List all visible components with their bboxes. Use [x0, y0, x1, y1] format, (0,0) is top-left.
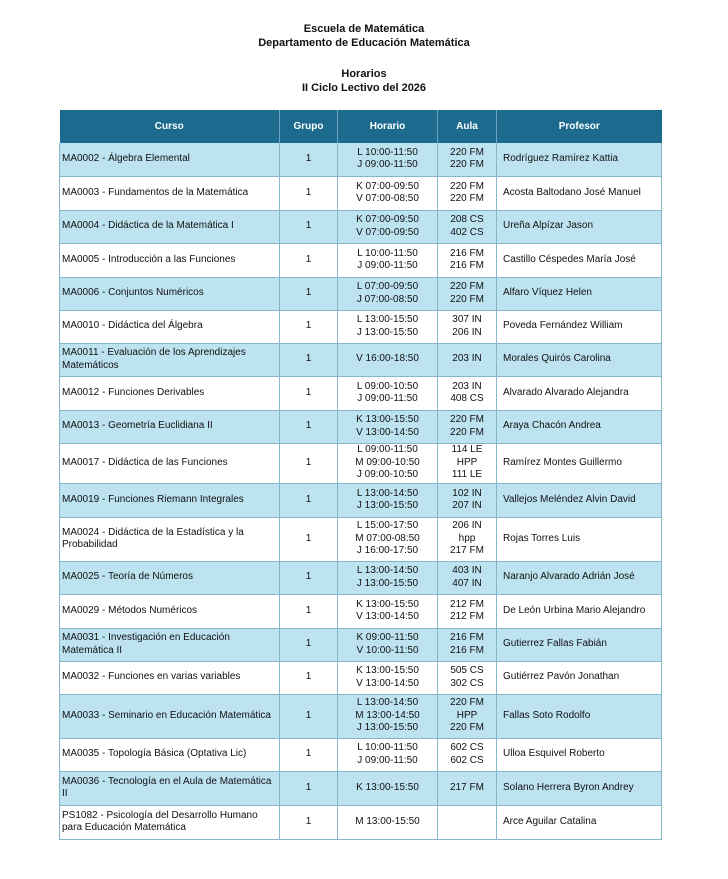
- professor-cell: Rodríguez Ramírez Kattia: [497, 143, 662, 176]
- column-header-profesor: Profesor: [497, 110, 662, 143]
- schedule-cell: [338, 143, 438, 176]
- professor-cell: Vallejos Meléndez Alvin David: [497, 483, 662, 517]
- room-line: 307 IN: [452, 314, 482, 325]
- room-cell: [438, 243, 497, 277]
- course-cell: MA0017 - Didáctica de las Funciones: [60, 443, 280, 483]
- room-line: 220 FM: [450, 722, 484, 734]
- room-line: 111 LE: [451, 469, 483, 481]
- schedule-table: [59, 110, 662, 840]
- department-title: Departamento de Educación Matemática: [258, 37, 470, 49]
- room-line: 212 FM: [450, 598, 484, 610]
- schedule-line: V 10:00-11:50: [356, 644, 419, 656]
- schedule-line: J 07:00-08:50: [356, 293, 419, 305]
- schedule-cell: [338, 738, 438, 771]
- course-cell: MA0006 - Conjuntos Numéricos: [60, 277, 280, 310]
- schedule-line: V 07:00-08:50: [356, 193, 419, 204]
- schedule-line: V 13:00-14:50: [356, 426, 419, 438]
- room-line: 203 IN: [452, 380, 482, 392]
- course-cell: MA0002 - Álgebra Elemental: [60, 143, 280, 176]
- schedule-line: K 09:00-11:50: [356, 632, 419, 643]
- schedule-cell: [338, 443, 438, 483]
- schedule-line: L 09:00-10:50: [356, 380, 419, 392]
- room-cell: [438, 805, 497, 839]
- schedule-cell: [338, 694, 438, 738]
- room-line: hpp: [458, 532, 476, 544]
- course-cell: MA0013 - Geometría Euclidiana II: [60, 410, 280, 443]
- course-cell: PS1082 - Psicología del Desarrollo Humano para Educación Matemática: [60, 805, 280, 839]
- room-line: 216 FM: [450, 247, 484, 259]
- schedule-line: L 13:00-15:50: [356, 314, 419, 325]
- room-cell: [438, 143, 497, 176]
- schedule-line: J 13:00-15:50: [356, 326, 419, 338]
- professor-cell: Solano Herrera Byron Andrey: [497, 771, 662, 805]
- professor-cell: Naranjo Alvarado Adrián José: [497, 561, 662, 594]
- group-cell: 1: [280, 376, 338, 410]
- schedule-cell: [338, 277, 438, 310]
- room-line: 402 CS: [450, 226, 484, 238]
- room-line: 302 CS: [450, 677, 484, 689]
- schedule-line: L 13:00-14:50: [356, 697, 419, 709]
- room-line: 102 IN: [452, 487, 482, 499]
- room-line: 408 CS: [450, 393, 484, 404]
- document-title: Horarios: [341, 68, 387, 80]
- room-line: 207 IN: [452, 500, 482, 511]
- professor-cell: Alfaro Víquez Helen: [497, 277, 662, 310]
- room-cell: [438, 661, 497, 694]
- table-row: [60, 376, 662, 410]
- professor-cell: De León Urbina Mario Alejandro: [497, 594, 662, 628]
- group-cell: 1: [280, 694, 338, 738]
- table-row: [60, 443, 662, 483]
- room-cell: [438, 561, 497, 594]
- schedule-cell: [338, 805, 438, 839]
- room-line: 206 IN: [452, 326, 482, 338]
- schedule-cell: [338, 243, 438, 277]
- table-header-row: [60, 110, 662, 143]
- room-cell: [438, 343, 497, 376]
- professor-cell: Ramírez Montes Guillermo: [497, 443, 662, 483]
- table-row: [60, 277, 662, 310]
- room-line: 203 IN: [452, 353, 482, 365]
- schedule-line: V 07:00-09:50: [356, 226, 419, 238]
- room-cell: [438, 310, 497, 343]
- schedule-line: L 10:00-11:50: [357, 247, 418, 259]
- room-cell: [438, 277, 497, 310]
- course-cell: MA0031 - Investigación en Educación Matemática II: [60, 628, 280, 661]
- group-cell: 1: [280, 561, 338, 594]
- room-line: 206 IN: [452, 520, 482, 532]
- schedule-cell: [338, 771, 438, 805]
- course-cell: MA0025 - Teoría de Números: [60, 561, 280, 594]
- group-cell: 1: [280, 443, 338, 483]
- room-line: 602 CS: [450, 742, 484, 753]
- table-row: [60, 805, 662, 839]
- table-row: [60, 310, 662, 343]
- room-line: 220 FM: [450, 281, 484, 292]
- schedule-line: K 13:00-15:50: [356, 598, 419, 610]
- table-row: [60, 661, 662, 694]
- room-cell: [438, 738, 497, 771]
- schedule-line: K 13:00-15:50: [356, 665, 419, 676]
- schedule-cell: [338, 594, 438, 628]
- schedule-line: M 09:00-10:50: [355, 456, 420, 468]
- room-cell: [438, 376, 497, 410]
- schedule-line: L 13:00-14:50: [356, 487, 419, 499]
- schedule-cell: [338, 483, 438, 517]
- course-cell: MA0010 - Didáctica del Álgebra: [60, 310, 280, 343]
- professor-cell: Acosta Baltodano José Manuel: [497, 176, 662, 210]
- room-cell: [438, 628, 497, 661]
- group-cell: 1: [280, 661, 338, 694]
- group-cell: 1: [280, 277, 338, 310]
- course-cell: MA0035 - Topología Básica (Optativa Lic): [60, 738, 280, 771]
- course-cell: MA0004 - Didáctica de la Matemática I: [60, 210, 280, 243]
- schedule-line: J 16:00-17:50: [356, 545, 419, 557]
- school-title: Escuela de Matemática: [303, 23, 425, 35]
- room-line: 407 IN: [452, 577, 482, 589]
- room-cell: [438, 443, 497, 483]
- schedule-line: V 16:00-18:50: [356, 353, 419, 365]
- room-line: 220 FM: [450, 180, 484, 192]
- professor-cell: Morales Quirós Carolina: [497, 343, 662, 376]
- group-cell: 1: [280, 410, 338, 443]
- schedule-line: M 13:00-14:50: [355, 709, 420, 721]
- group-cell: 1: [280, 594, 338, 628]
- professor-cell: Ureña Alpízar Jason: [497, 210, 662, 243]
- group-cell: 1: [280, 210, 338, 243]
- schedule-cell: [338, 310, 438, 343]
- room-cell: [438, 176, 497, 210]
- schedule-line: L 13:00-14:50: [356, 565, 419, 576]
- group-cell: 1: [280, 310, 338, 343]
- room-line: 220 FM: [450, 159, 484, 171]
- schedule-cell: [338, 343, 438, 376]
- column-header-aula: Aula: [438, 110, 497, 143]
- room-cell: [438, 694, 497, 738]
- schedule-cell: [338, 628, 438, 661]
- professor-cell: Fallas Soto Rodolfo: [497, 694, 662, 738]
- table-row: [60, 483, 662, 517]
- schedule-line: V 13:00-14:50: [356, 611, 419, 622]
- professor-cell: Alvarado Alvarado Alejandra: [497, 376, 662, 410]
- schedule-line: M 13:00-15:50: [355, 815, 420, 827]
- schedule-line: J 13:00-15:50: [356, 500, 419, 511]
- professor-cell: Araya Chacón Andrea: [497, 410, 662, 443]
- professor-cell: Arce Aguilar Catalina: [497, 805, 662, 839]
- course-cell: MA0024 - Didáctica de la Estadística y la Probabilidad: [60, 517, 280, 561]
- room-line: 212 FM: [450, 611, 484, 622]
- course-cell: MA0032 - Funciones en varias variables: [60, 661, 280, 694]
- term-title: II Ciclo Lectivo del 2026: [301, 82, 427, 94]
- professor-cell: Ulloa Esquivel Roberto: [497, 738, 662, 771]
- course-cell: MA0005 - Introducción a las Funciones: [60, 243, 280, 277]
- room-line: 220 FM: [450, 293, 484, 305]
- group-cell: 1: [280, 243, 338, 277]
- group-cell: 1: [280, 483, 338, 517]
- schedule-line: K 13:00-15:50: [356, 414, 419, 425]
- course-cell: MA0012 - Funciones Derivables: [60, 376, 280, 410]
- room-line: 505 CS: [450, 665, 484, 676]
- schedule-line: J 09:00-10:50: [356, 469, 419, 481]
- room-cell: [438, 210, 497, 243]
- group-cell: 1: [280, 771, 338, 805]
- course-cell: MA0036 - Tecnología en el Aula de Matemática II: [60, 771, 280, 805]
- column-header-grupo: Grupo: [280, 110, 338, 143]
- schedule-line: J 13:00-15:50: [356, 722, 419, 734]
- schedule-line: L 10:00-11:50: [357, 146, 418, 158]
- room-line: 220 FM: [450, 426, 484, 438]
- room-line: 220 FM: [450, 146, 484, 158]
- schedule-line: K 13:00-15:50: [356, 781, 419, 793]
- schedule-line: K 07:00-09:50: [356, 180, 419, 192]
- schedule-cell: [338, 410, 438, 443]
- table-row: [60, 594, 662, 628]
- room-line: 208 CS: [450, 214, 484, 225]
- table-row: [60, 343, 662, 376]
- schedule-cell: [338, 561, 438, 594]
- table-row: [60, 694, 662, 738]
- room-line: 216 FM: [450, 632, 484, 643]
- group-cell: 1: [280, 517, 338, 561]
- room-line: HPP: [456, 709, 478, 721]
- room-line: 220 FM: [450, 697, 484, 709]
- schedule-line: L 09:00-11:50: [357, 444, 418, 456]
- room-line: 216 FM: [450, 644, 484, 656]
- professor-cell: Rojas Torres Luis: [497, 517, 662, 561]
- room-line: 403 IN: [452, 565, 482, 576]
- schedule-cell: [338, 661, 438, 694]
- table-row: [60, 410, 662, 443]
- schedule-line: J 09:00-11:50: [357, 754, 418, 766]
- schedule-line: L 07:00-09:50: [356, 281, 419, 292]
- room-line: 220 FM: [450, 414, 484, 425]
- schedule-line: J 09:00-11:50: [357, 260, 418, 271]
- course-cell: MA0003 - Fundamentos de la Matemática: [60, 176, 280, 210]
- table-row: [60, 210, 662, 243]
- table-row: [60, 176, 662, 210]
- course-cell: MA0033 - Seminario en Educación Matemática: [60, 694, 280, 738]
- schedule-cell: [338, 176, 438, 210]
- room-line: HPP: [456, 456, 478, 468]
- table-row: [60, 517, 662, 561]
- schedule-line: K 07:00-09:50: [356, 214, 419, 225]
- schedule-line: V 13:00-14:50: [356, 677, 419, 689]
- schedule-line: M 07:00-08:50: [355, 532, 420, 544]
- table-row: [60, 243, 662, 277]
- room-line: 602 CS: [450, 754, 484, 766]
- course-cell: MA0019 - Funciones Riemann Integrales: [60, 483, 280, 517]
- room-cell: [438, 517, 497, 561]
- group-cell: 1: [280, 738, 338, 771]
- schedule-cell: [338, 517, 438, 561]
- column-header-curso: Curso: [60, 110, 280, 143]
- room-cell: [438, 483, 497, 517]
- table-row: [60, 143, 662, 176]
- table-row: [60, 628, 662, 661]
- professor-cell: Gutiérrez Pavón Jonathan: [497, 661, 662, 694]
- table-row: [60, 738, 662, 771]
- room-cell: [438, 410, 497, 443]
- schedule-line: J 13:00-15:50: [356, 577, 419, 589]
- schedule-cell: [338, 376, 438, 410]
- professor-cell: Gutierrez Fallas Fabián: [497, 628, 662, 661]
- schedule-line: J 09:00-11:50: [357, 393, 418, 404]
- schedule-line: L 10:00-11:50: [357, 742, 418, 753]
- schedule-line: L 15:00-17:50: [356, 520, 419, 532]
- room-line: 216 FM: [450, 260, 484, 271]
- group-cell: 1: [280, 343, 338, 376]
- table-row: [60, 771, 662, 805]
- room-line: 217 FM: [450, 545, 484, 557]
- professor-cell: Castillo Céspedes María José: [497, 243, 662, 277]
- group-cell: 1: [280, 805, 338, 839]
- room-line: 217 FM: [450, 781, 484, 793]
- group-cell: 1: [280, 628, 338, 661]
- room-cell: [438, 594, 497, 628]
- group-cell: 1: [280, 143, 338, 176]
- schedule-line: J 09:00-11:50: [357, 159, 418, 171]
- room-line: 220 FM: [450, 193, 484, 204]
- table-row: [60, 561, 662, 594]
- professor-cell: Poveda Fernández William: [497, 310, 662, 343]
- room-cell: [438, 771, 497, 805]
- room-line: 114 LE: [451, 444, 483, 456]
- schedule-cell: [338, 210, 438, 243]
- column-header-horario: Horario: [338, 110, 438, 143]
- group-cell: 1: [280, 176, 338, 210]
- course-cell: MA0029 - Métodos Numéricos: [60, 594, 280, 628]
- course-cell: MA0011 - Evaluación de los Aprendizajes Matemáticos: [60, 343, 280, 376]
